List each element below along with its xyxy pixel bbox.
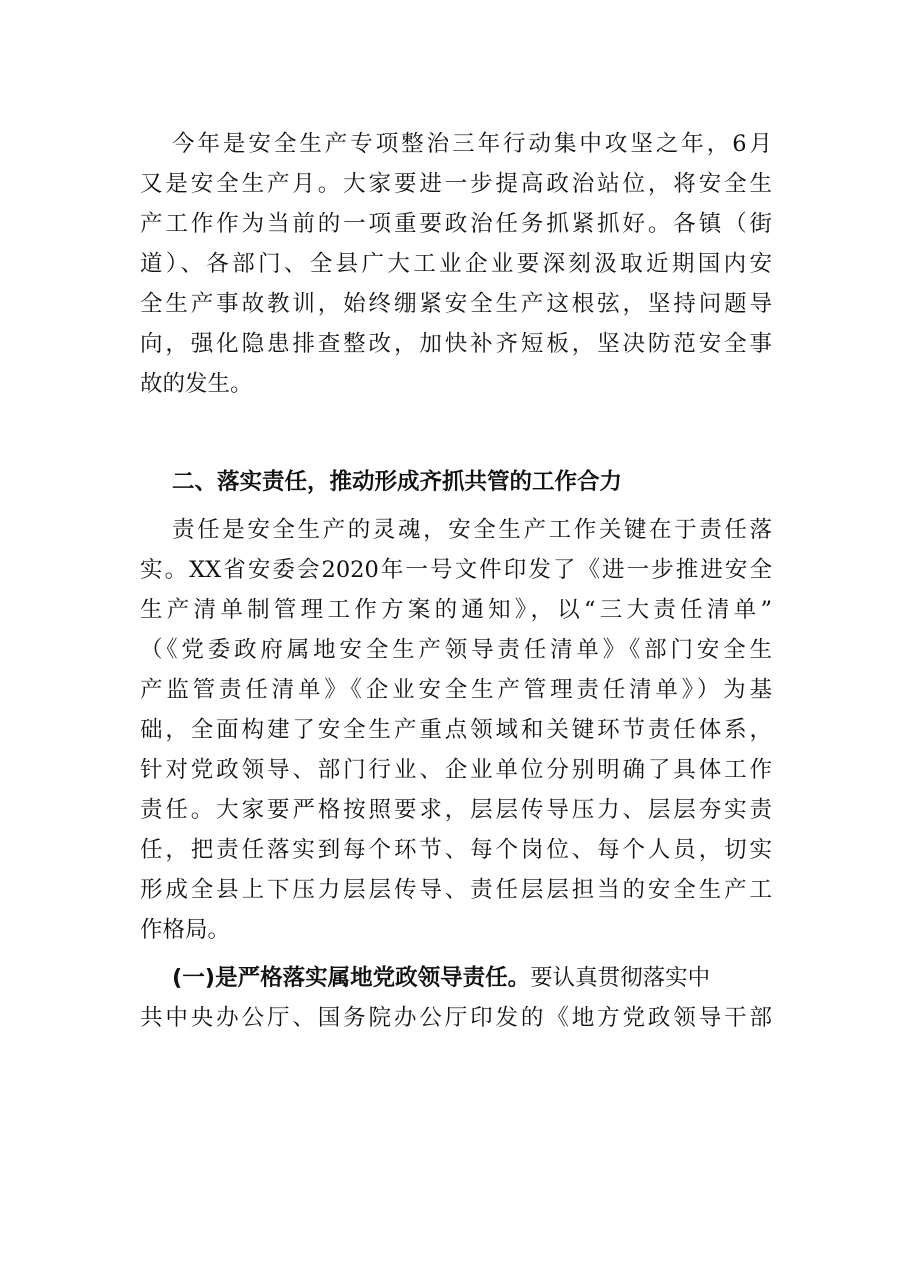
- paragraph-3-lead-rest: 要认真贯彻落实中: [530, 965, 711, 991]
- paragraph-2-line-9: 任，把责任落实到每个环节、每个岗位、每个人员，切实: [140, 837, 772, 863]
- paragraph-1-line-5: 全生产事故教训，始终绷紧安全生产这根弦，坚持问题导: [140, 291, 772, 317]
- paragraph-3-bold-lead: (一)是严格落实属地党政领导责任。: [172, 965, 531, 991]
- section-heading-2: 二、落实责任，推动形成齐抓共管的工作合力: [172, 469, 623, 495]
- paragraph-1-line-2: 又是安全生产月。大家要进一步提高政治站位，将安全生: [140, 171, 772, 197]
- paragraph-3-line-2: 共中央办公厅、国务院办公厅印发的《地方党政领导干部: [140, 1005, 772, 1031]
- paragraph-2-line-8: 责任。大家要严格按照要求，层层传导压力、层层夯实责: [140, 797, 772, 823]
- paragraph-2-line-5: 产监管责任清单》《企业安全生产管理责任清单》）为基: [140, 677, 772, 703]
- paragraph-2-line-7: 针对党政领导、部门行业、企业单位分别明确了具体工作: [140, 757, 772, 783]
- paragraph-1-line-1: 今年是安全生产专项整治三年行动集中攻坚之年，6月: [172, 131, 772, 157]
- paragraph-2-line-2: 实。XX省安委会2020年一号文件印发了《进一步推进安全: [140, 557, 772, 583]
- paragraph-2-line-1: 责任是安全生产的灵魂，安全生产工作关键在于责任落: [172, 517, 772, 543]
- paragraph-2-line-6: 础，全面构建了安全生产重点领域和关键环节责任体系，: [140, 717, 772, 743]
- paragraph-1-line-7: 故的发生。: [140, 371, 253, 397]
- paragraph-2-line-4: （《党委政府属地安全生产领导责任清单》《部门安全生: [140, 637, 772, 663]
- paragraph-3-line-1: [140, 958, 772, 998]
- paragraph-1-line-3: 产工作作为当前的一项重要政治任务抓紧抓好。各镇（街: [140, 211, 772, 237]
- paragraph-2-line-3: 生产清单制管理工作方案的通知》，以“三大责任清单”: [140, 597, 772, 623]
- paragraph-2-line-10: 形成全县上下压力层层传导、责任层层担当的安全生产工: [140, 877, 772, 903]
- paragraph-1-line-6: 向，强化隐患排查整改，加快补齐短板，坚决防范安全事: [140, 331, 772, 357]
- paragraph-1-line-4: 道）、各部门、全县广大工业企业要深刻汲取近期国内安: [140, 251, 772, 277]
- paragraph-2-line-11: 作格局。: [140, 917, 231, 943]
